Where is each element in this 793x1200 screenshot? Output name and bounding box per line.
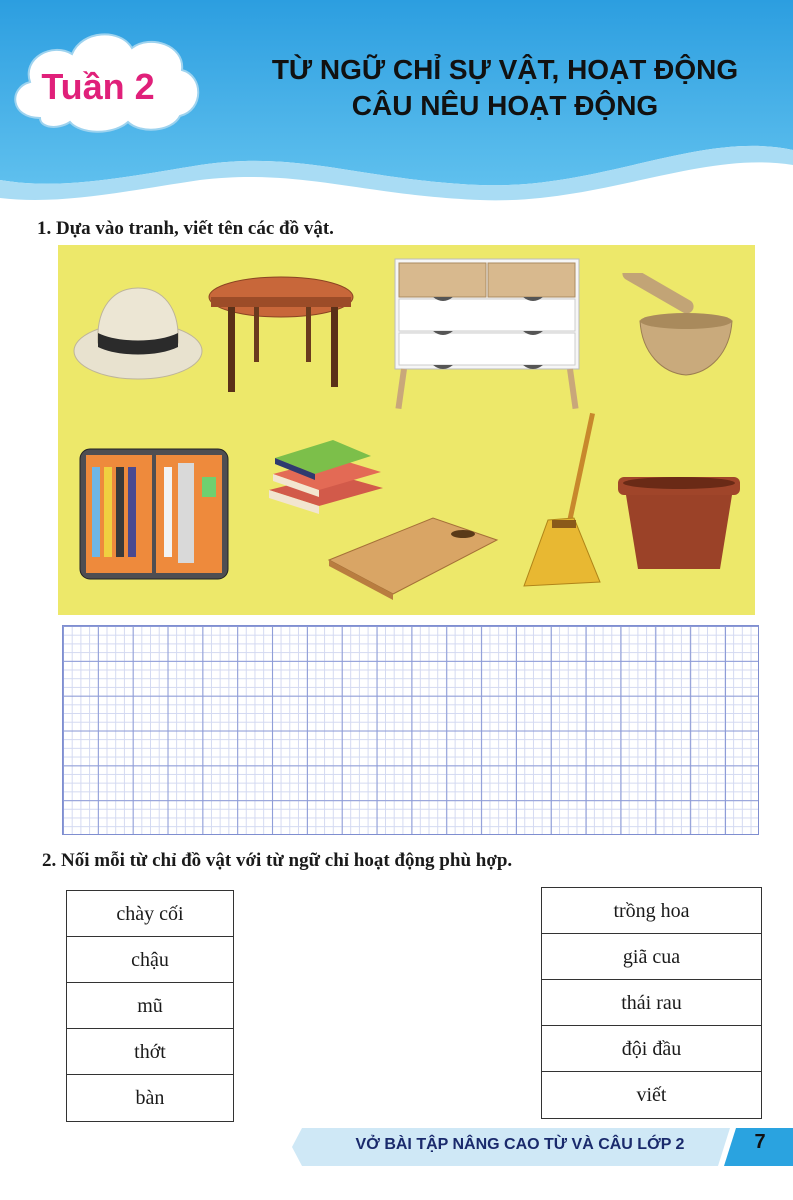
broom-image [518, 410, 608, 590]
table-image [206, 275, 361, 395]
hat-image [68, 283, 208, 383]
books-image [263, 430, 388, 515]
objects-illustration [58, 245, 755, 615]
object-word[interactable]: chày cối [67, 891, 233, 937]
book-title: VỞ BÀI TẬP NÂNG CAO TỪ VÀ CÂU LỚP 2 [355, 1136, 685, 1153]
exercise-1-prompt: 1. Dựa vào tranh, viết tên các đồ vật. [37, 218, 334, 239]
activity-word[interactable]: đội đầu [542, 1026, 761, 1072]
page-title [210, 52, 793, 124]
week-label: Tuần 2 [41, 66, 155, 107]
object-word[interactable]: thớt [67, 1029, 233, 1075]
cutting-board-image [323, 510, 503, 600]
flower-pot-image [616, 473, 744, 573]
dresser-image [393, 257, 583, 412]
activity-word[interactable]: trồng hoa [542, 888, 761, 934]
pencil-case-image [78, 447, 230, 583]
object-word[interactable]: bàn [135, 1087, 165, 1109]
exercise-2-prompt: 2. Nối mỗi từ chỉ đồ vật với từ ngữ chỉ hoạt động phù hợp. [42, 850, 513, 871]
page-number: 7 [754, 1131, 766, 1153]
page-header [0, 0, 793, 215]
title-line-1: TỪ NGỮ CHỈ SỰ VẬT, HOẠT ĐỘNG [271, 54, 739, 85]
activity-word[interactable]: viết [636, 1084, 667, 1106]
object-word[interactable]: mũ [67, 983, 233, 1029]
activity-word[interactable]: thái rau [542, 980, 761, 1026]
object-words-table [66, 890, 234, 1122]
mortar-pestle-image [610, 273, 740, 383]
activity-words-table [541, 887, 762, 1119]
writing-grid[interactable] [62, 625, 759, 835]
activity-word[interactable]: giã cua [542, 934, 761, 980]
object-word[interactable]: chậu [67, 937, 233, 983]
title-line-2: CÂU NÊU HOẠT ĐỘNG [351, 90, 659, 121]
